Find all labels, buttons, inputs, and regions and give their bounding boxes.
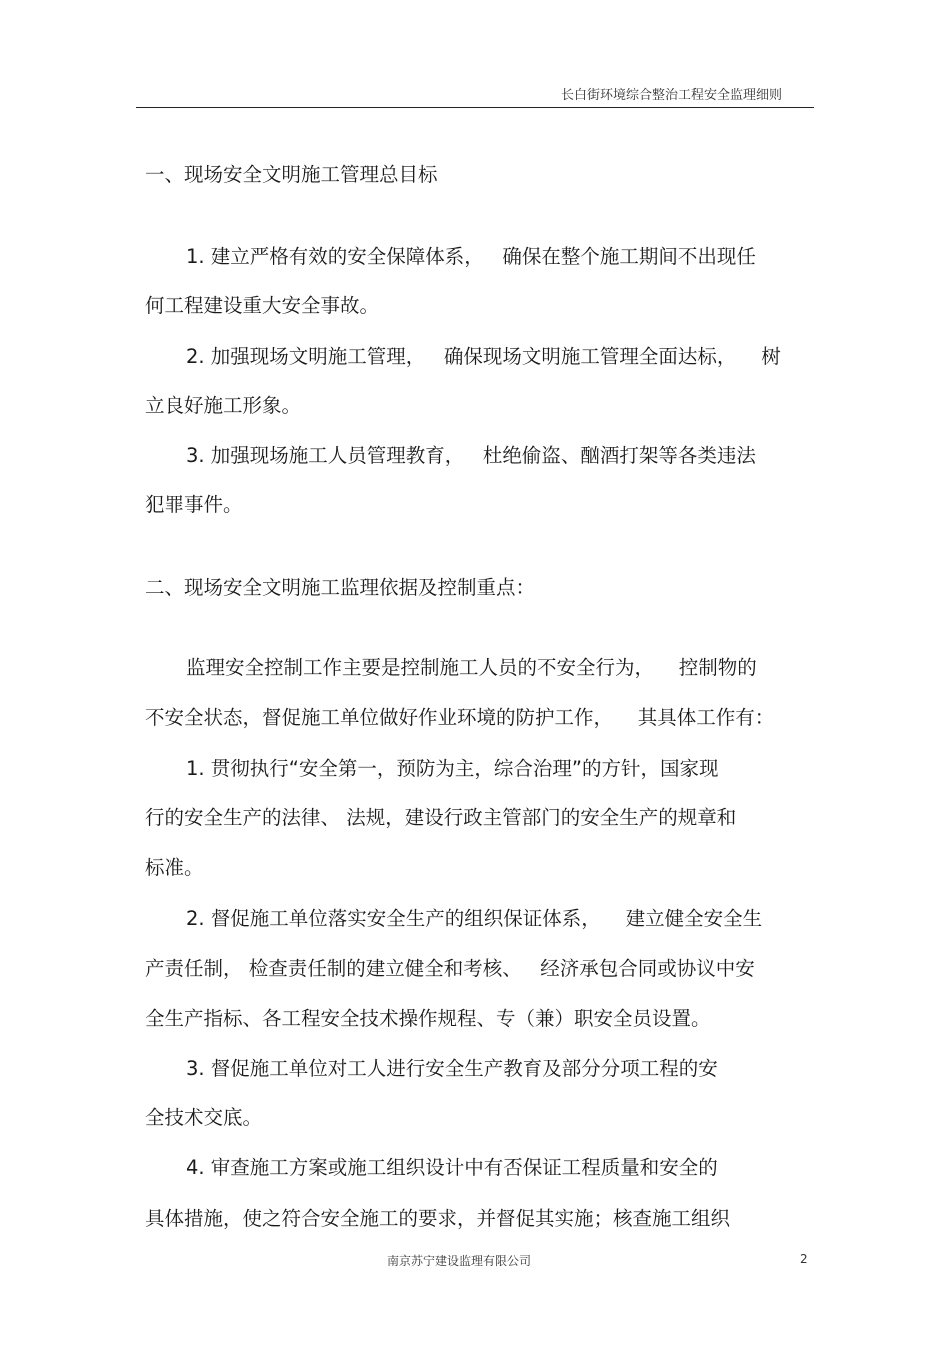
paragraph-line: 犯罪事件。 [145, 493, 243, 516]
paragraph-line: 1. 贯彻执行“安全第一，预防为主，综合治理”的方针，国家现 [186, 757, 719, 780]
paragraph-line: 全技术交底。 [145, 1106, 263, 1129]
paragraph-line: 不安全状态，督促施工单位做好作业环境的防护工作， 其具体工作有： [145, 706, 775, 729]
paragraph-line: 2. 加强现场文明施工管理， 确保现场文明施工管理全面达标， 树 [186, 345, 781, 368]
paragraph-line: 产责任制， 检查责任制的建立健全和考核、 经济承包合同或协议中安 [145, 957, 755, 980]
paragraph-line: 全生产指标、各工程安全技术操作规程、专（兼）职安全员设置。 [145, 1007, 711, 1030]
section-heading: 二、现场安全文明施工监理依据及控制重点： [145, 576, 536, 599]
paragraph-line: 3. 督促施工单位对工人进行安全生产教育及部分分项工程的安 [186, 1057, 718, 1080]
paragraph-line: 3. 加强现场施工人员管理教育， 杜绝偷盗、酗酒打架等各类违法 [186, 444, 756, 467]
paragraph-line: 何工程建设重大安全事故。 [145, 294, 380, 317]
footer-company: 南京苏宁建设监理有限公司 [387, 1254, 532, 1268]
header-divider [136, 107, 814, 108]
running-header: 长白街环境综合整治工程安全监理细则 [560, 88, 782, 103]
paragraph-line: 4. 审查施工方案或施工组织设计中有否保证工程质量和安全的 [186, 1156, 718, 1179]
paragraph-line: 立良好施工形象。 [145, 394, 302, 417]
paragraph-line: 1. 建立严格有效的安全保障体系， 确保在整个施工期间不出现任 [186, 245, 756, 268]
paragraph-line: 具体措施，使之符合安全施工的要求，并督促其实施；核查施工组织 [145, 1207, 731, 1230]
paragraph-line: 监理安全控制工作主要是控制施工人员的不安全行为， 控制物的 [186, 656, 757, 679]
section-heading: 一、现场安全文明施工管理总目标 [145, 163, 438, 186]
page-number: 2 [800, 1252, 808, 1266]
paragraph-line: 行的安全生产的法律、 法规，建设行政主管部门的安全生产的规章和 [145, 806, 737, 829]
paragraph-line: 标准。 [145, 856, 204, 879]
paragraph-line: 2. 督促施工单位落实安全生产的组织保证体系， 建立健全安全生 [186, 907, 763, 930]
